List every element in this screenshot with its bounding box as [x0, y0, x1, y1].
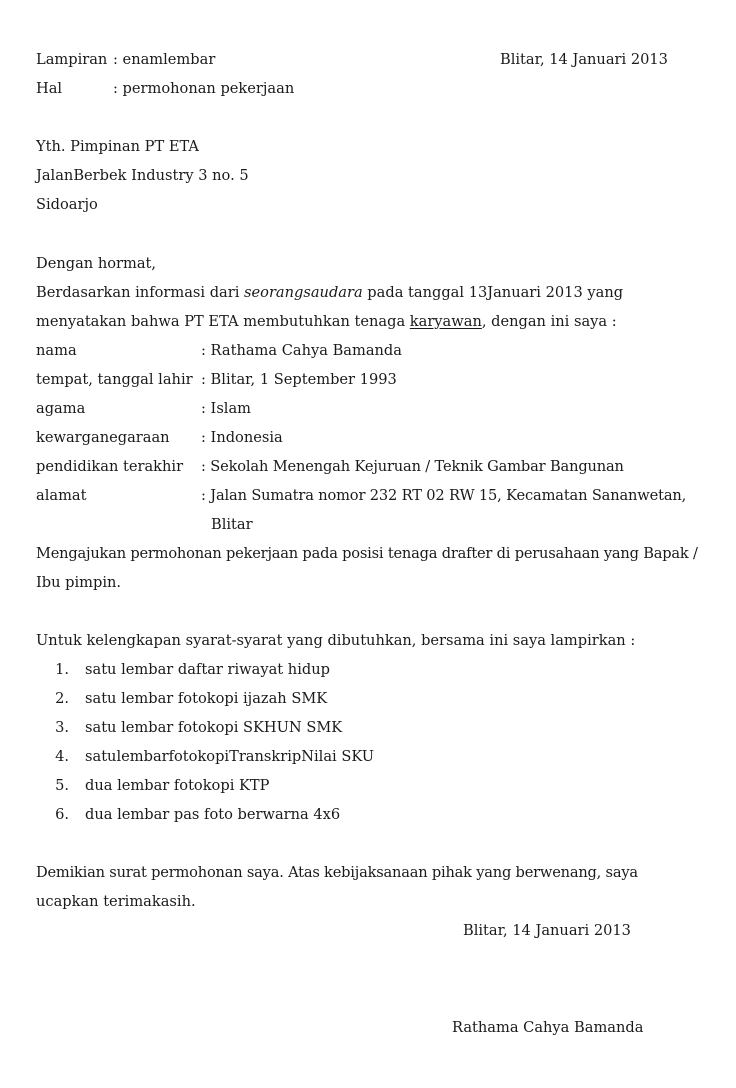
opening-text-a: Berdasarkan informasi dari	[36, 284, 245, 301]
lampiran-value: : enamlembar	[113, 51, 216, 68]
application-line-2: Ibu pimpin.	[36, 574, 122, 591]
identity-value: : Sekolah Menengah Kejuruan / Teknik Gambar Bangunan	[201, 458, 624, 475]
identity-label: nama	[36, 342, 77, 359]
identity-label: tempat, tanggal lahir	[36, 371, 193, 388]
identity-label: alamat	[36, 487, 87, 504]
opening-text-e: , dengan ini saya :	[481, 313, 617, 330]
identity-label: agama	[36, 400, 86, 417]
list-number: 6.	[55, 806, 69, 823]
signature-name: Rathama Cahya Bamanda	[452, 1019, 644, 1036]
closing-place-date: Blitar, 14 Januari 2013	[463, 922, 631, 939]
lampiran-label: Lampiran	[36, 51, 108, 68]
identity-value: : Jalan Sumatra nomor 232 RT 02 RW 15, Kecamatan Sananwetan,	[201, 487, 687, 504]
opening-text-d: menyatakan bahwa PT ETA membutuhkan tenaga	[36, 313, 410, 330]
list-number: 1.	[55, 661, 69, 678]
list-text: satulembarfotokopiTranskripNilai SKU	[85, 748, 375, 765]
recipient-line-1: Yth. Pimpinan PT ETA	[36, 138, 199, 155]
recipient-line-2: JalanBerbek Industry 3 no. 5	[36, 167, 249, 184]
hal-label: Hal	[36, 80, 63, 97]
list-text: satu lembar fotokopi ijazah SMK	[85, 690, 328, 707]
list-number: 3.	[55, 719, 69, 736]
opening-text-c: pada tanggal 13Januari 2013 yang	[362, 284, 624, 301]
application-line-1: Mengajukan permohonan pekerjaan pada posisi tenaga drafter di perusahaan yang Bapak /	[36, 545, 698, 562]
identity-value: : Islam	[201, 400, 252, 417]
list-number: 4.	[55, 748, 69, 765]
closing-line-2: ucapkan terimakasih.	[36, 893, 196, 910]
opening-paragraph-line-1	[36, 283, 623, 303]
recipient-line-3: Sidoarjo	[36, 196, 98, 213]
attachments-intro: Untuk kelengkapan syarat-syarat yang dibutuhkan, bersama ini saya lampirkan :	[36, 632, 636, 649]
list-text: dua lembar fotokopi KTP	[85, 777, 270, 794]
list-text: satu lembar fotokopi SKHUN SMK	[85, 719, 343, 736]
list-text: dua lembar pas foto berwarna 4x6	[85, 806, 341, 823]
list-number: 2.	[55, 690, 69, 707]
opening-text-underlined: karyawan	[409, 313, 482, 330]
identity-value: : Indonesia	[201, 429, 283, 446]
header-place-date: Blitar, 14 Januari 2013	[500, 51, 668, 68]
opening-text-italic: seorangsaudara	[244, 284, 363, 301]
identity-label: pendidikan terakhir	[36, 458, 184, 475]
opening-paragraph-line-2	[36, 312, 617, 332]
list-text: satu lembar daftar riwayat hidup	[85, 661, 330, 678]
address-continuation: Blitar	[211, 516, 253, 533]
hal-value: : permohonan pekerjaan	[113, 80, 295, 97]
greeting: Dengan hormat,	[36, 255, 157, 272]
identity-value: : Rathama Cahya Bamanda	[201, 342, 402, 359]
list-number: 5.	[55, 777, 69, 794]
closing-line-1: Demikian surat permohonan saya. Atas kebijaksanaan pihak yang berwenang, saya	[36, 864, 638, 881]
identity-value: : Blitar, 1 September 1993	[201, 371, 397, 388]
identity-label: kewarganegaraan	[36, 429, 170, 446]
